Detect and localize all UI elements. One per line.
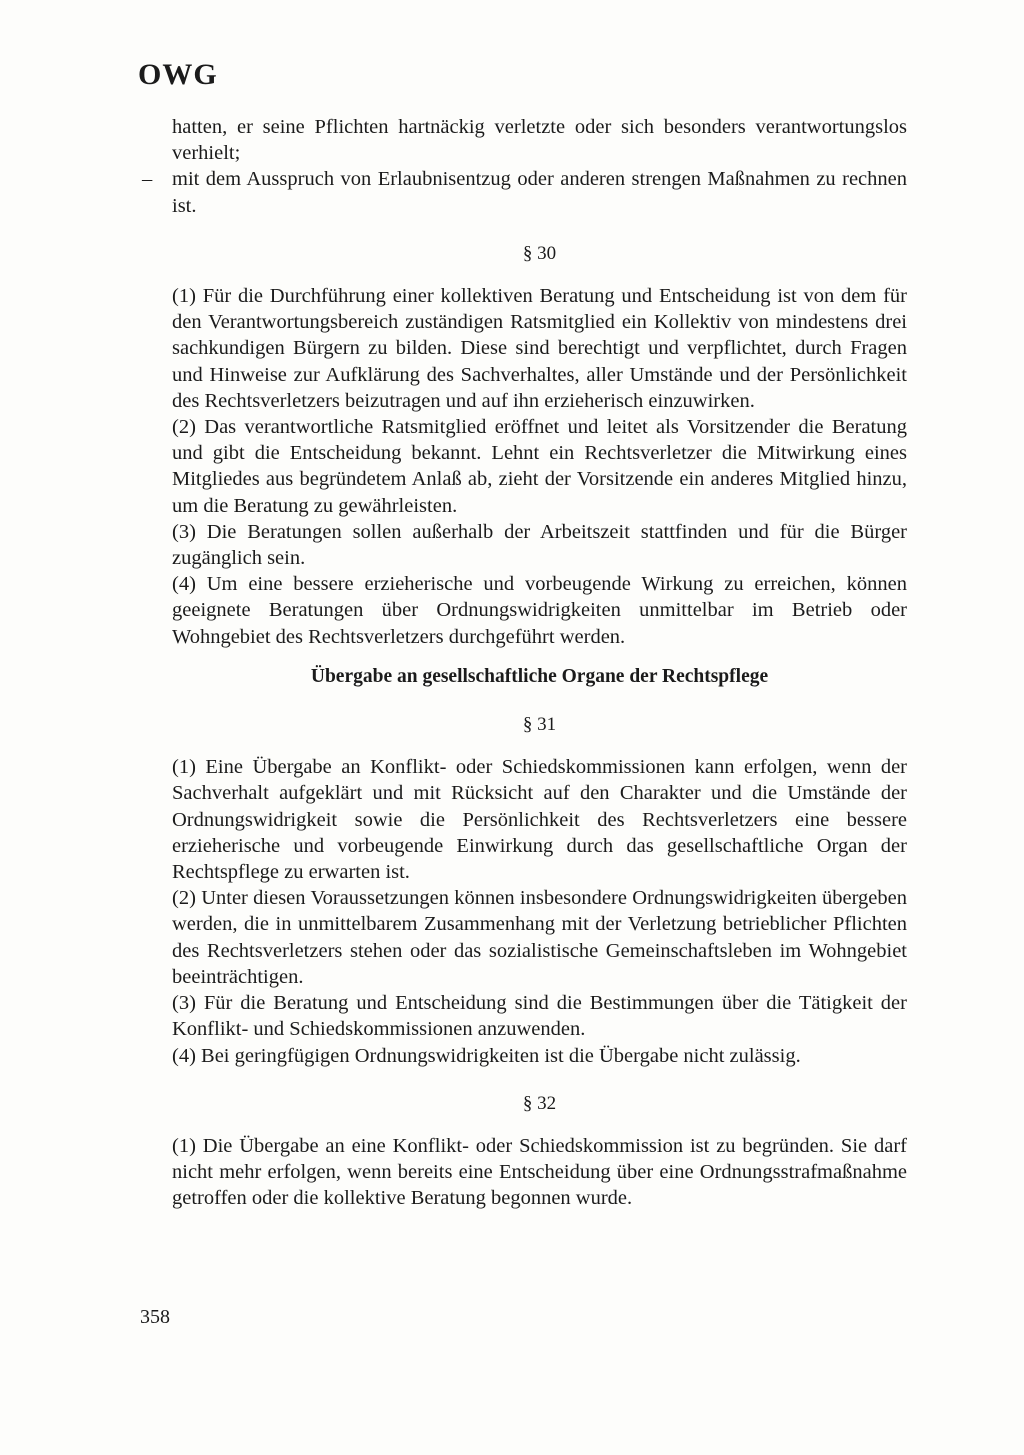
section-30-paragraph-3: (3) Die Beratungen sollen außerhalb der Arbeitszeit stattfinden und für die Bürger zugänglich sein.	[172, 520, 907, 570]
continuation-text: hatten, er seine Pflichten hartnäckig verletzte oder sich besonders verantwortungslos verhielt;	[172, 116, 907, 165]
section-31-paragraph-2: (2) Unter diesen Voraussetzungen können insbesondere Ordnungswidrigkeiten übergeben werden, die in unmittelbarem Zusammenhang mit der Verletzung betrieblicher Pflichten des Rechtsverletzers stehen oder das sozialistische Gemeinschaftsleben im Wohngebiet beeinträchtigen.	[172, 887, 907, 988]
page-number: 358	[140, 1306, 170, 1328]
section-30-paragraph-4: (4) Um eine bessere erzieherische und vorbeugende Wirkung zu erreichen, können geeignete Beratungen über Ordnungswidrigkeiten unmittelbar im Betrieb oder Wohngebiet des Rechtsverletzers durchgeführt werden.	[172, 573, 907, 648]
section-31-paragraph-4: (4) Bei geringfügigen Ordnungswidrigkeiten ist die Übergabe nicht zulässig.	[172, 1044, 801, 1067]
dash-list-item	[142, 166, 907, 218]
section-32-paragraph-1: (1) Die Übergabe an eine Konflikt- oder Schiedskommission ist zu begründen. Sie darf nicht mehr erfolgen, wenn bereits eine Entscheidung über eine Ordnungsstrafmaßnahme getroffen oder die kollektive Beratung begonnen wurde.	[172, 1134, 907, 1210]
section-30-paragraph-1: (1) Für die Durchführung einer kollektiven Beratung und Entscheidung ist von dem für den Verantwortungsbereich zuständigen Ratsmitglied ein Kollektiv von mindestens drei sachkundigen Bürgern zu bilden. Diese sind berechtigt und verpflichtet, durch Fragen und Hinweise zur Aufklärung des Sachverhaltes, aller Umstände und der Persönlichkeit des Rechtsverletzers beizutragen und auf ihn erzieherisch einzuwirken.	[172, 285, 907, 412]
section-32-number: § 32	[522, 1092, 557, 1114]
running-header: OWG	[138, 58, 218, 91]
dash-item-text: mit dem Ausspruch von Erlaubnisentzug oder anderen strengen Maßnahmen zu rechnen ist.	[172, 168, 907, 217]
section-heading: Übergabe an gesellschaftliche Organe der Rechtspflege	[310, 665, 769, 687]
page-body	[142, 114, 907, 1212]
section-31-paragraph-3: (3) Für die Beratung und Entscheidung sind die Bestimmungen über die Tätigkeit der Konflikt- und Schiedskommissionen anzuwenden.	[172, 992, 907, 1041]
section-30-paragraph-2: (2) Das verantwortliche Ratsmitglied eröffnet und leitet als Vorsitzender die Beratung und gibt die Entscheidung bekannt. Lehnt ein Rechtsverletzer die Mitwirkung eines Mitgliedes aus begründetem Anlaß ab, zieht der Vorsitzende ein anderes Mitglied hinzu, um die Beratung zu gewährleisten.	[172, 416, 907, 517]
section-31-paragraph-1: (1) Eine Übergabe an Konflikt- oder Schiedskommissionen kann erfolgen, wenn der Sachverhalt aufgeklärt und mit Rücksicht auf den Charakter und die Umstände der Ordnungswidrigkeit sowie die Persönlichkeit des Rechtsverletzers eine bessere erzieherische und vorbeugende Einwirkung durch das gesellschaftliche Organ der Rechtspflege zu erwarten ist.	[172, 756, 907, 884]
section-31-number: § 31	[522, 714, 557, 736]
dash-bullet: –	[142, 168, 153, 191]
section-30-number: § 30	[522, 242, 557, 264]
